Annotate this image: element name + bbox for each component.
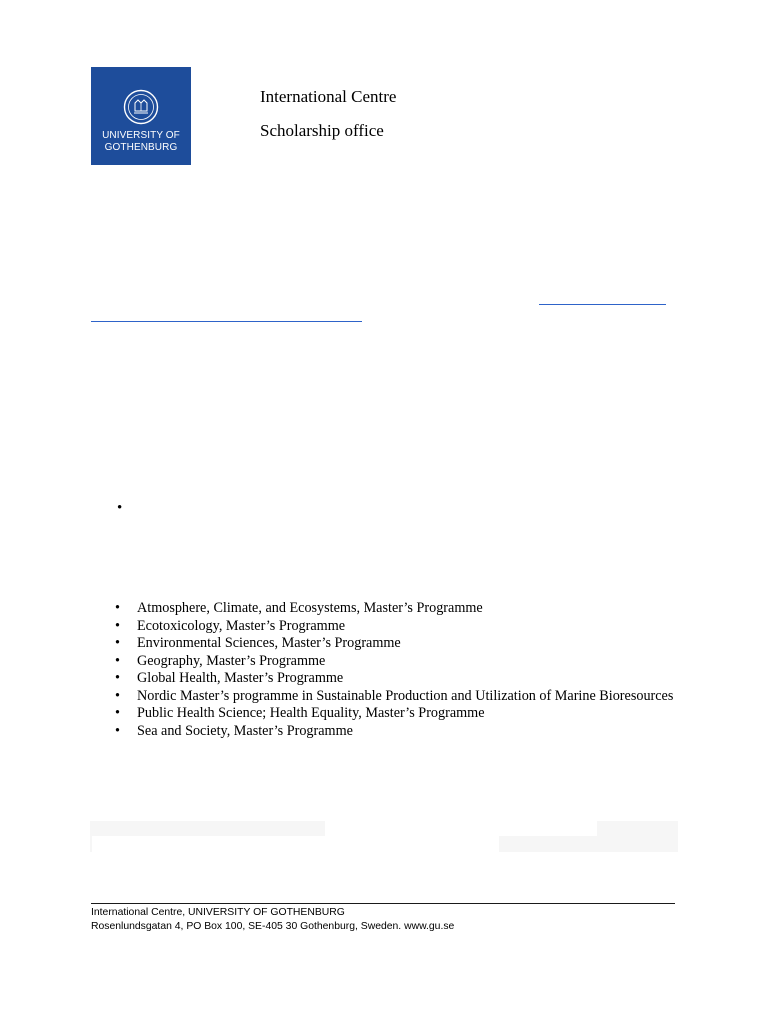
hyperlink-underline[interactable]	[539, 304, 666, 305]
redaction-block	[90, 821, 325, 836]
redaction-block	[499, 836, 678, 852]
redaction-block	[90, 836, 92, 852]
list-item: • Public Health Science; Health Equality, Master’s Programme	[115, 705, 673, 723]
list-item: • Global Health, Master’s Programme	[115, 670, 673, 688]
hyperlink-underline-continued[interactable]	[91, 321, 362, 322]
list-item: • Nordic Master’s programme in Sustainable Production and Utilization of Marine Bioresources	[115, 688, 673, 706]
footer	[91, 906, 454, 933]
footer-line-2: Rosenlundsgatan 4, PO Box 100, SE-405 30 Gothenburg, Sweden. www.gu.se	[91, 920, 455, 932]
footer-line-1: International Centre, UNIVERSITY OF GOTHENBURG	[91, 907, 345, 918]
header-subtitle: Scholarship office	[260, 121, 384, 140]
redaction-block	[597, 821, 678, 837]
university-logo	[91, 67, 191, 165]
programme-list	[115, 600, 673, 740]
logo-line-2: GOTHENBURG	[104, 142, 178, 153]
list-item: • Sea and Society, Master’s Programme	[115, 723, 673, 741]
list-item: • Geography, Master’s Programme	[115, 653, 673, 671]
empty-bullet: •	[117, 500, 123, 516]
list-item: • Atmosphere, Climate, and Ecosystems, Master’s Programme	[115, 600, 673, 618]
logo-line-1: UNIVERSITY OF	[102, 130, 180, 141]
list-item: • Environmental Sciences, Master’s Programme	[115, 635, 673, 653]
footer-divider	[91, 903, 675, 904]
university-seal-icon	[123, 89, 159, 125]
list-item: • Ecotoxicology, Master’s Programme	[115, 618, 673, 636]
header-title: International Centre	[260, 87, 397, 106]
